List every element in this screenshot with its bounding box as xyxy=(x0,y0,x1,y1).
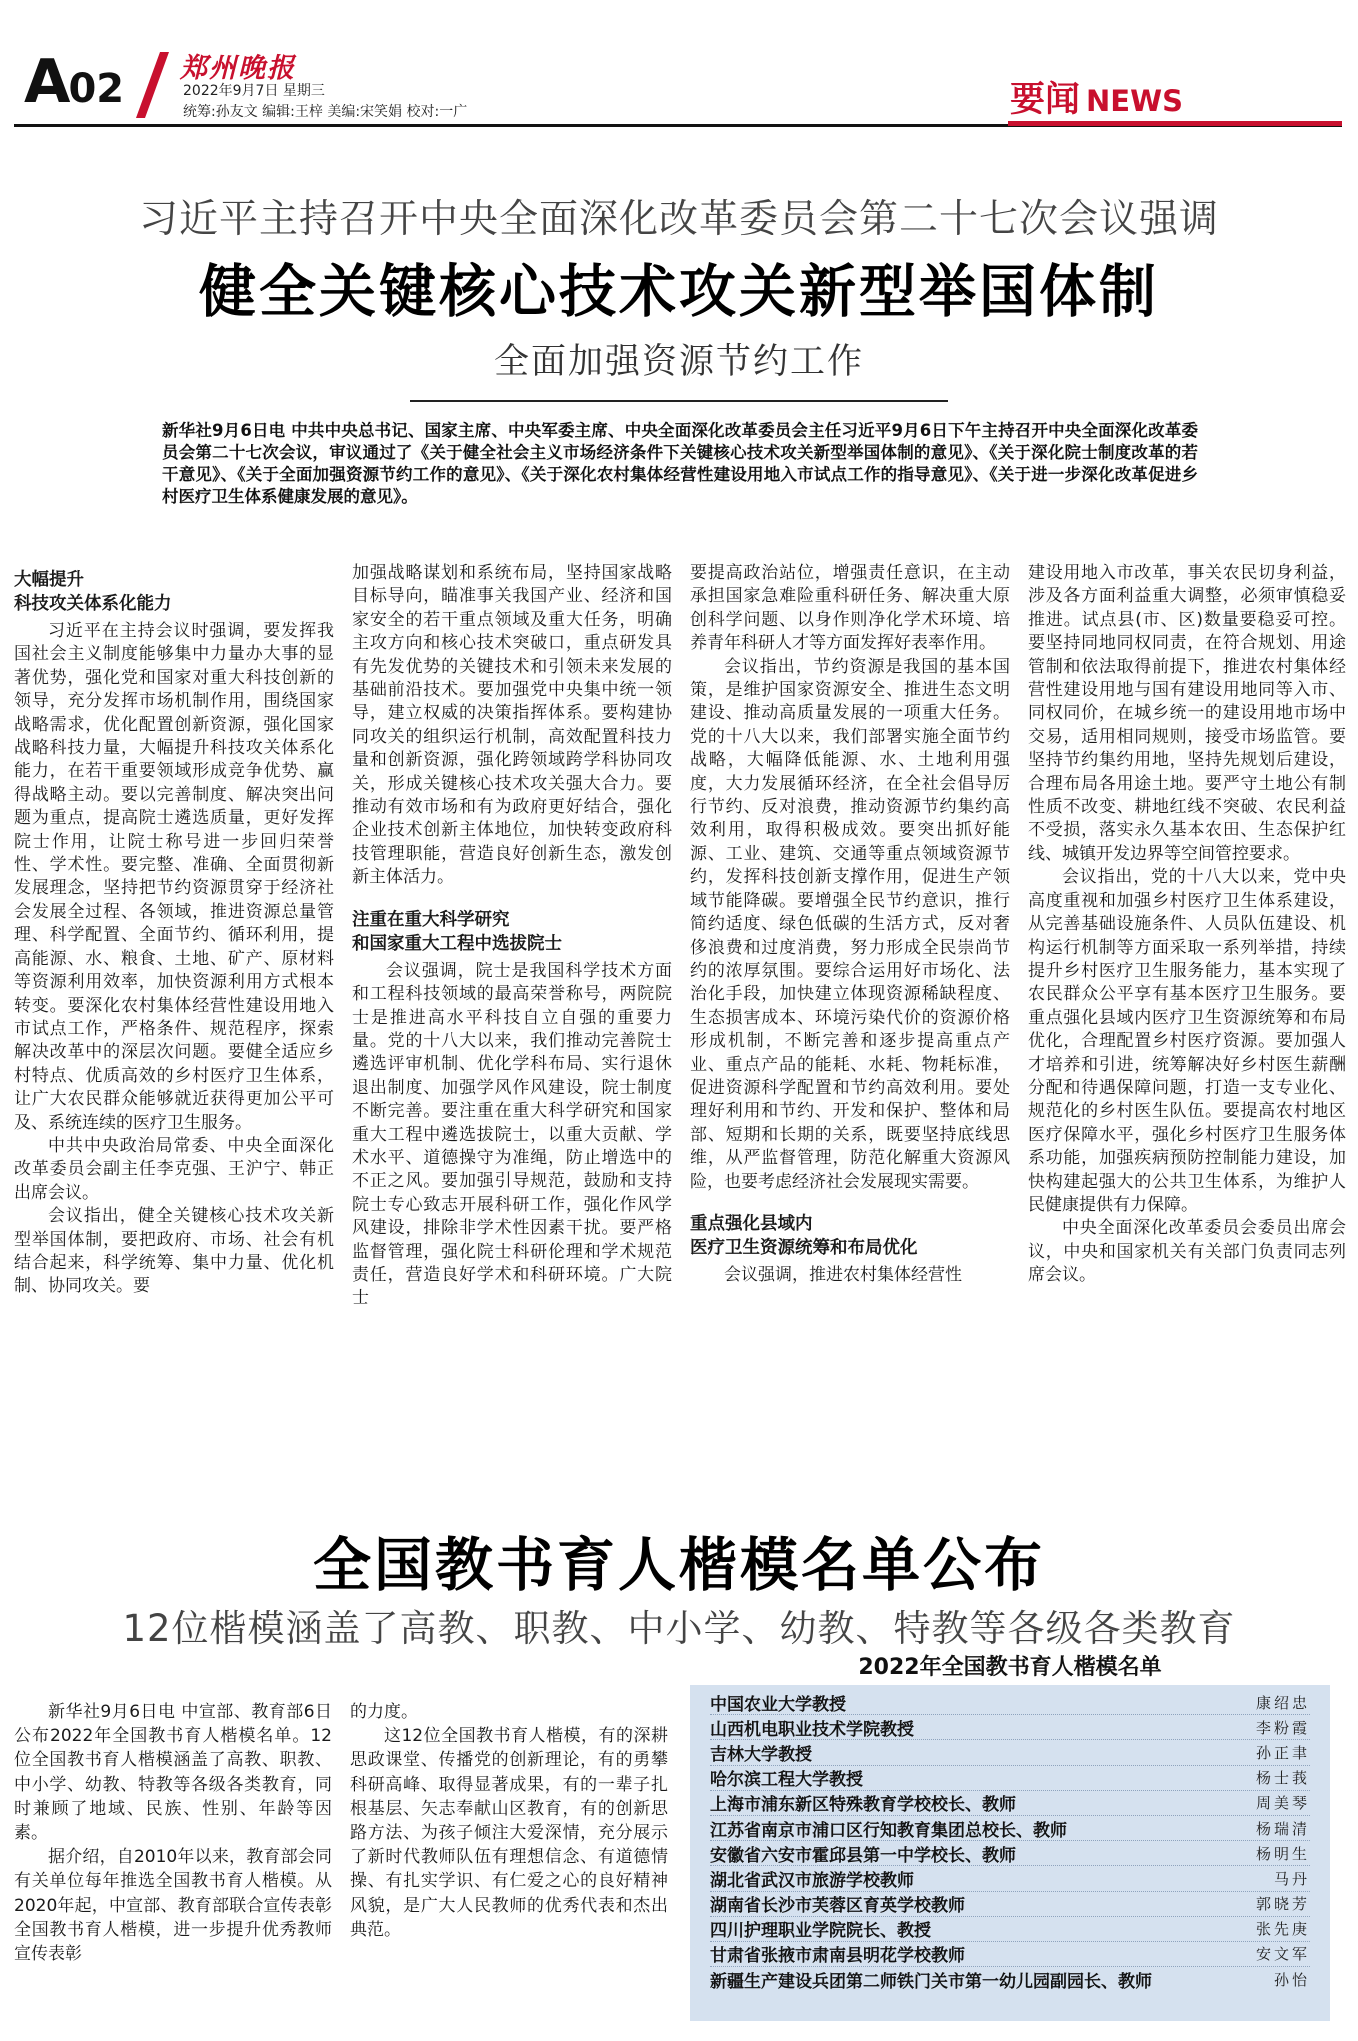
paragraph: 中共中央政治局常委、中央全面深化改革委员会副主任李克强、王沪宁、韩正出席会议。 xyxy=(14,1135,334,1203)
honoree-name: 孙正聿 xyxy=(1255,1743,1310,1762)
subheading-line: 大幅提升 xyxy=(14,570,84,590)
honoree-name: 安文军 xyxy=(1255,1945,1310,1964)
list-item xyxy=(710,1967,1310,1992)
paragraph: 会议强调，推进农村集体经营性 xyxy=(724,1264,962,1285)
section-label xyxy=(1010,72,1183,122)
honoree-name: 孙怡 xyxy=(1273,1971,1310,1990)
story2-headline: 全国教书育人楷模名单公布 xyxy=(312,1531,1045,1599)
story2-column-1 xyxy=(14,1700,332,1966)
story1-column-4 xyxy=(1028,562,1346,1288)
paragraph: 会议指出，党的十八大以来，党中央高度重视和加强乡村医疗卫生体系建设，从完善基础设施条件、人员队伍建设、机构运行机制等方面采取一系列举措，持续提升乡村医疗卫生服务能力，基本实现了农民群众公平享有基本医疗卫生服务。要重点强化县域内医疗卫生资源统筹和布局优化，合理配置乡村医疗资源。要加强人才培养和引进，统筹解决好乡村医生薪酬分配和待遇保障问题，打造一支专业化、规范化的乡村医生队伍。要提高农村地区医疗保障水平，强化乡村医疗卫生服务体系功能，加强疾病预防控制能力建设，加快构建起强大的公共卫生体系，为维护人民健康提供有力保障。 xyxy=(1028,867,1346,1215)
paragraph: 新华社9月6日电 中宣部、教育部6日公布2022年全国教书育人楷模名单。12位全国教书育人楷模涵盖了高教、职教、中小学、幼教、特教等各级各类教育，同时兼顾了地域、民族、性别、年龄等因素。 xyxy=(14,1702,332,1844)
issue-date: 2022年9月7日 星期三 xyxy=(183,83,325,99)
section-accent-rule xyxy=(1008,121,1342,126)
paragraph: 建设用地入市改革，事关农民切身利益，涉及各方面利益重大调整，必须审慎稳妥推进。试点县(市、区)数量要稳妥可控。要坚持同地同权同责，在符合规划、用途管制和依法取得前提下，推进农村集体经营性建设用地与国有建设用地同等入市、同权同价，在城乡统一的建设用地市场中交易，适用相同规则，接受市场监管。要坚持节约集约用地，坚持先规划后建设，合理布局各用途土地。要严守土地公有制性质不改变、耕地红线不突破、农民利益不受损，落实永久基本农田、生态保护红线、城镇开发边界等空间管控要求。 xyxy=(1028,563,1346,864)
subheading xyxy=(352,908,672,956)
honoree-affiliation: 湖北省武汉市旅游学校教师 xyxy=(710,1870,914,1891)
honoree-affiliation: 安徽省六安市霍邱县第一中学校长、教师 xyxy=(710,1845,1016,1866)
honoree-name: 马丹 xyxy=(1273,1869,1310,1888)
story1-column-1 xyxy=(14,562,334,1299)
paragraph: 会议强调，院士是我国科学技术方面和工程科技领域的最高荣誉称号，两院院士是推进高水平科技自立自强的重要力量。党的十八大以来，我们推动完善院士遴选评审机制、优化学科布局、实行退休退出制度、加强学风作风建设，院士制度不断完善。要注重在重大科学研究和国家重大工程中遴选拔院士，以重大贡献、学术水平、道德操守为准绳，防止增选中的不正之风。要加强引导规范，鼓励和支持院士专心致志开展科研工作，强化作风学风建设，排除非学术性因素干扰。要严格监督管理，强化院士科研伦理和学术规范责任，营造良好学术和科研环境。广大院士 xyxy=(352,960,672,1309)
list-item xyxy=(710,1816,1310,1841)
story1-lead: 新华社9月6日电 中共中央总书记、国家主席、中央军委主席、中央全面深化改革委员会主任习近平9月6日下午主持召开中央全面深化改革委员会第二十七次会议，审议通过了《关于健全社会主义市场经济条件下关键核心技术攻关新型举国体制的意见》、《关于深化院士制度改革的若干意见》、《关于全面加强资源节约工作的意见》、《关于深化农村集体经营性建设用地入市试点工作的指导意见》、《关于进一步深化改革促进乡村医疗卫生体系健康发展的意见》。 xyxy=(162,421,1198,506)
paragraph: 据介绍，自2010年以来，教育部会同有关单位每年推选全国教书育人楷模。从2020年起，中宣部、教育部联合宣传表彰全国教书育人楷模，进一步提升优秀教师宣传表彰 xyxy=(14,1847,332,1965)
masthead-slash-divider xyxy=(136,52,169,118)
honoree-affiliation: 江苏省南京市浦口区行知教育集团总校长、教师 xyxy=(710,1820,1067,1841)
subheading-line: 科技攻关体系化能力 xyxy=(14,594,172,614)
paper-logo: 郑州晚报 xyxy=(180,53,296,84)
list-item xyxy=(710,1766,1310,1791)
page-letter: A xyxy=(24,47,69,117)
honoree-affiliation: 四川护理职业学院院长、教授 xyxy=(710,1921,931,1942)
subheading-line: 重点强化县域内 xyxy=(690,1213,813,1234)
story1-subhead: 全面加强资源节约工作 xyxy=(493,342,864,382)
list-item xyxy=(710,1866,1310,1891)
list-item xyxy=(710,1917,1310,1942)
honoree-name: 杨瑞清 xyxy=(1255,1819,1310,1838)
paragraph: 习近平在主持会议时强调，要发挥我国社会主义制度能够集中力量办大事的显著优势，强化党和国家对重大科技创新的领导，充分发挥市场机制作用，围绕国家战略需求，优化配置创新资源，强化国家战略科技力量，大幅提升科技攻关体系化能力，在若干重要领域形成竞争优势、赢得战略主动。要以完善制度、解决突出问题为重点，提高院士遴选质量，更好发挥院士作用，让院士称号进一步回归荣誉性、学术性。要完整、准确、全面贯彻新发展理念，坚持把节约资源贯穿于经济社会发展全过程、各领域，推进资源总量管理、科学配置、全面节约、循环利用，提高能源、水、粮食、土地、矿产、原材料等资源利用效率，加快资源利用方式根本转变。要深化农村集体经营性建设用地入市试点工作，严格条件、规范程序，探索解决改革中的深层次问题。要健全适应乡村特点、优质高效的乡村医疗卫生体系，让广大农民群众能够就近获得更加公平可及、系统连续的医疗卫生服务。 xyxy=(14,621,334,1133)
list-item xyxy=(710,1942,1310,1967)
story2-subhead: 12位楷模涵盖了高教、职教、中小学、幼教、特教等各级各类教育 xyxy=(122,1607,1236,1650)
subheading xyxy=(690,1212,1010,1260)
honoree-affiliation: 吉林大学教授 xyxy=(710,1744,812,1765)
paragraph: 会议指出，健全关键核心技术攻关新型举国体制，要把政府、市场、社会有机结合起来，科学统筹、集中力量、优化机制、协同攻关。要 xyxy=(14,1206,334,1297)
page-digits: 02 xyxy=(68,66,125,112)
headline-divider xyxy=(410,400,948,402)
subheading-line: 和国家重大工程中选拔院士 xyxy=(352,933,562,954)
staff-credits: 统筹:孙友文 编辑:王梓 美编:宋笑娟 校对:一广 xyxy=(183,104,468,120)
list-item xyxy=(710,1690,1310,1715)
honoree-list xyxy=(690,1685,1330,2021)
story1-kicker: 习近平主持召开中央全面深化改革委员会第二十七次会议强调 xyxy=(138,197,1219,242)
honoree-affiliation: 湖南省长沙市芙蓉区育英学校教师 xyxy=(710,1896,965,1917)
story1-column-2 xyxy=(352,562,672,1311)
honoree-name: 张先庚 xyxy=(1255,1920,1310,1939)
honoree-affiliation: 哈尔滨工程大学教授 xyxy=(710,1770,863,1791)
section-zh: 要闻 xyxy=(1010,80,1081,120)
honoree-list-title: 2022年全国教书育人楷模名单 xyxy=(858,1655,1162,1680)
honoree-affiliation: 山西机电职业技术学院教授 xyxy=(710,1719,914,1740)
story1-headline: 健全关键核心技术攻关新型举国体制 xyxy=(199,259,1159,325)
subheading-line: 注重在重大科学研究 xyxy=(352,909,510,930)
honoree-affiliation: 中国农业大学教授 xyxy=(710,1694,846,1715)
honoree-name: 周美琴 xyxy=(1255,1794,1310,1813)
honoree-affiliation: 甘肃省张掖市肃南县明花学校教师 xyxy=(710,1946,965,1967)
honoree-name: 李粉霞 xyxy=(1255,1718,1310,1737)
paragraph: 加强战略谋划和系统布局，坚持国家战略目标导向，瞄准事关我国产业、经济和国家安全的若干重点领域及重大任务，明确主攻方向和核心技术突破口，重点研发具有先发优势的关键技术和引领未来发展的基础前沿技术。要加强党中央集中统一领导，建立权威的决策指挥体系。要构建协同攻关的组织运行机制，高效配置科技力量和创新资源，强化跨领域跨学科协同攻关，形成关键核心技术攻关强大合力。要推动有效市场和有为政府更好结合，强化企业技术创新主体地位，加快转变政府科技管理职能，营造良好创新生态，激发创新主体活力。 xyxy=(352,563,672,888)
honoree-affiliation: 新疆生产建设兵团第二师铁门关市第一幼儿园副园长、教师 xyxy=(710,1972,1152,1993)
honoree-name: 杨士莪 xyxy=(1255,1769,1310,1788)
honoree-name: 杨明生 xyxy=(1255,1844,1310,1863)
list-item xyxy=(710,1715,1310,1740)
story1-column-3 xyxy=(690,562,1010,1287)
paragraph: 要提高政治站位，增强责任意识，在主动承担国家急难险重科研任务、解决重大原创科学问题、以身作则净化学术环境、培养青年科研人才等方面发挥好表率作用。 xyxy=(690,563,1010,654)
paragraph: 会议指出，节约资源是我国的基本国策，是维护国家资源安全、推进生态文明建设、推动高质量发展的一项重大任务。党的十八大以来，我们部署实施全面节约战略，大幅降低能源、水、土地利用强度，大力发展循环经济，在全社会倡导厉行节约、反对浪费，推动资源节约集约高效利用，取得积极成效。要突出抓好能源、工业、建筑、交通等重点领域资源节约，发挥科技创新支撑作用，促进生产领域节能降碳。要增强全民节约意识，推行简约适度、绿色低碳的生活方式，反对奢侈浪费和过度消费，努力形成全民崇尚节约的浓厚氛围。要综合运用好市场化、法治化手段，加快建立体现资源稀缺程度、生态损害成本、环境污染代价的资源价格形成机制，不断完善和逐步提高重点产业、重点产品的能耗、水耗、物耗标准，促进资源科学配置和节约高效利用。要处理好利用和节约、开发和保护、整体和局部、短期和长期的关系，既要坚持底线思维，从严监督管理，防范化解重大资源风险，也要考虑经济社会发展现实需要。 xyxy=(690,656,1010,1192)
story2-column-2 xyxy=(350,1700,668,1942)
list-item xyxy=(710,1892,1310,1917)
subheading xyxy=(14,568,334,616)
page-number xyxy=(24,47,125,117)
section-en: NEWS xyxy=(1086,84,1183,118)
list-item xyxy=(710,1740,1310,1765)
subheading-line: 医疗卫生资源统筹和布局优化 xyxy=(690,1237,918,1258)
paragraph: 的力度。 xyxy=(350,1702,418,1722)
honoree-name: 郭晓芳 xyxy=(1255,1895,1310,1914)
paragraph: 这12位全国教书育人楷模，有的深耕思政课堂、传播党的创新理论，有的勇攀科研高峰、取得显著成果，有的一辈子扎根基层、矢志奉献山区教育，有的创新思路方法、为孩子倾注大爱深情，充分展示了新时代教师队伍有理想信念、有道德情操、有扎实学识、有仁爱之心的良好精神风貌，是广大人民教师的优秀代表和杰出典范。 xyxy=(350,1726,668,1940)
list-item xyxy=(710,1841,1310,1866)
paragraph: 中央全面深化改革委员会委员出席会议，中央和国家机关有关部门负责同志列席会议。 xyxy=(1028,1218,1346,1286)
honoree-affiliation: 上海市浦东新区特殊教育学校校长、教师 xyxy=(710,1795,1016,1816)
honoree-name: 康绍忠 xyxy=(1255,1693,1310,1712)
list-item xyxy=(710,1791,1310,1816)
